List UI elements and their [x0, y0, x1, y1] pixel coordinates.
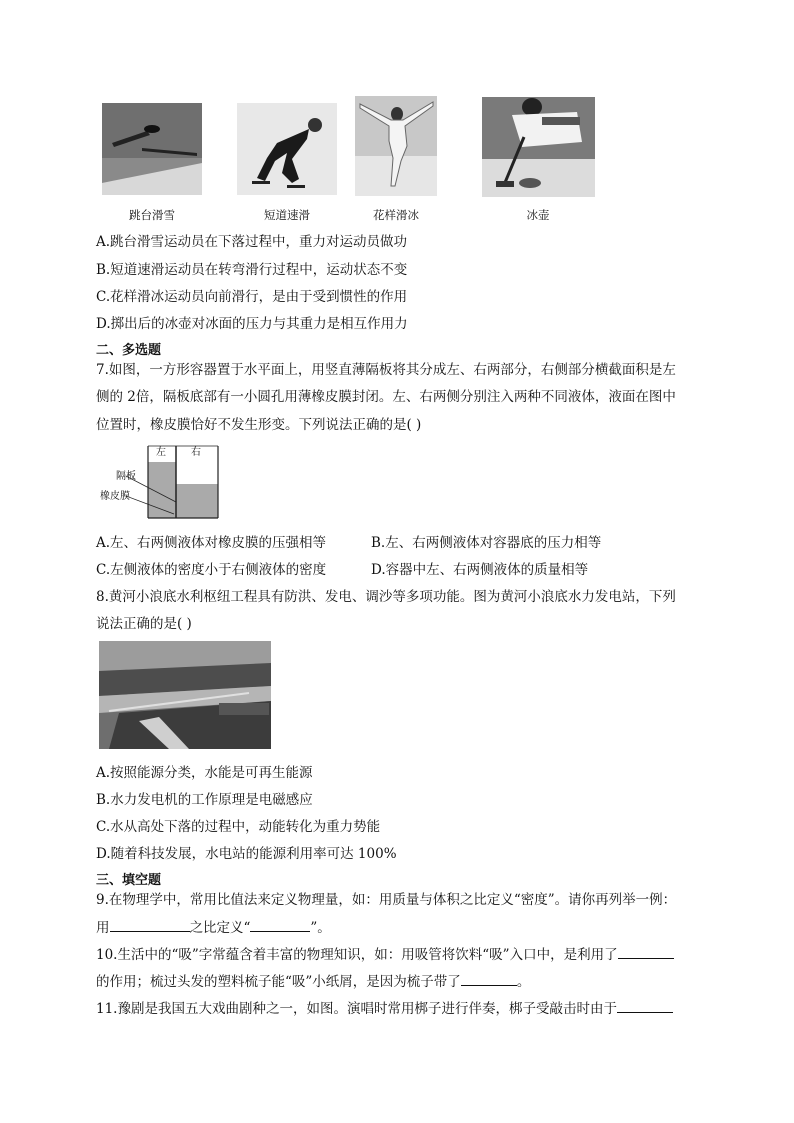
diagram-label-partition: 隔板 [116, 471, 136, 482]
q10-text [96, 946, 674, 964]
diagram-label-membrane: 橡皮膜 [100, 491, 130, 502]
dam-photo [99, 641, 271, 749]
q8-text: 说法正确的是( ) [96, 616, 192, 632]
q6-option-b: B.短道速滑运动员在转弯滑行过程中，运动状态不变 [96, 262, 408, 278]
curling-photo [482, 97, 595, 197]
section-heading: 三、填空题 [96, 873, 162, 888]
q11-text [96, 1000, 673, 1018]
ski-jump-photo [102, 103, 202, 195]
speed-skating-photo [237, 103, 337, 195]
q7-option-a: A.左、右两侧液体对橡皮膜的压强相等 [96, 535, 327, 551]
container-diagram [98, 442, 222, 522]
q7-text: 侧的 2倍，隔板底部有一小圆孔用薄橡皮膜封闭。左、右两侧分别注入两种不同液体，液面在图中 [96, 389, 676, 405]
figure-caption: 花样滑冰 [373, 208, 419, 222]
q7-option-b: B.左、右两侧液体对容器底的压力相等 [371, 535, 602, 551]
q8-option-d: D.随着科技发展，水电站的能源利用率可达 100% [96, 846, 397, 862]
figure-caption: 短道速滑 [264, 208, 310, 222]
diagram-label-left: 左 [156, 447, 166, 458]
q7-option-d: D.容器中左、右两侧液体的质量相等 [371, 562, 589, 578]
q8-option-a: A.按照能源分类，水能是可再生能源 [96, 765, 313, 781]
q10-text-part: 10.生活中的“吸”字常蕴含着丰富的物理知识，如：用吸管将饮料“吸”入口中，是利用了 [96, 947, 618, 963]
q8-text: 8.黄河小浪底水利枢纽工程具有防洪、发电、调沙等多项功能。图为黄河小浪底水力发电站，下列 [96, 589, 676, 605]
q7-text: 位置时，橡皮膜恰好不发生形变。下列说法正确的是( ) [96, 417, 422, 433]
q8-option-c: C.水从高处下落的过程中，动能转化为重力势能 [96, 819, 381, 835]
q6-option-a: A.跳台滑雪运动员在下落过程中，重力对运动员做功 [96, 234, 408, 250]
q9-text-part: 用 [96, 920, 110, 936]
answer-blank[interactable] [617, 1000, 673, 1013]
q11-text-part: 11.豫剧是我国五大戏曲剧种之一，如图。演唱时常用梆子进行伴奏，梆子受敲击时由于 [96, 1001, 617, 1017]
q10-text-part: 。 [516, 974, 531, 990]
figure-caption: 冰壶 [526, 208, 550, 222]
q6-option-c: C.花样滑冰运动员向前滑行，是由于受到惯性的作用 [96, 289, 408, 305]
q10-text-part: 的作用；梳过头发的塑料梳子能“吸”小纸屑，是因为梳子带了 [96, 974, 461, 990]
figure-skating-photo [355, 96, 437, 196]
q6-option-d: D.掷出后的冰壶对冰面的压力与其重力是相互作用力 [96, 316, 408, 332]
q9-text: 9.在物理学中，常用比值法来定义物理量，如：用质量与体积之比定义“密度”。请你再列举一例： [96, 892, 677, 908]
diagram-label-right: 右 [191, 447, 201, 458]
answer-blank[interactable] [618, 946, 674, 959]
answer-blank[interactable] [250, 919, 310, 932]
q7-option-c: C.左侧液体的密度小于右侧液体的密度 [96, 562, 327, 578]
q9-text-part: ”。 [310, 920, 331, 936]
section-heading: 二、多选题 [96, 343, 162, 358]
q10-text-line2 [96, 973, 530, 991]
q9-text-line2 [96, 919, 331, 937]
figure-caption: 跳台滑雪 [129, 208, 175, 222]
answer-blank[interactable] [461, 973, 517, 986]
q7-text: 7.如图，一方形容器置于水平面上，用竖直薄隔板将其分成左、右两部分，右侧部分横截面积是左 [96, 362, 676, 378]
answer-blank[interactable] [110, 919, 190, 932]
q8-option-b: B.水力发电机的工作原理是电磁感应 [96, 792, 313, 808]
q9-text-part: 之比定义“ [189, 920, 251, 936]
